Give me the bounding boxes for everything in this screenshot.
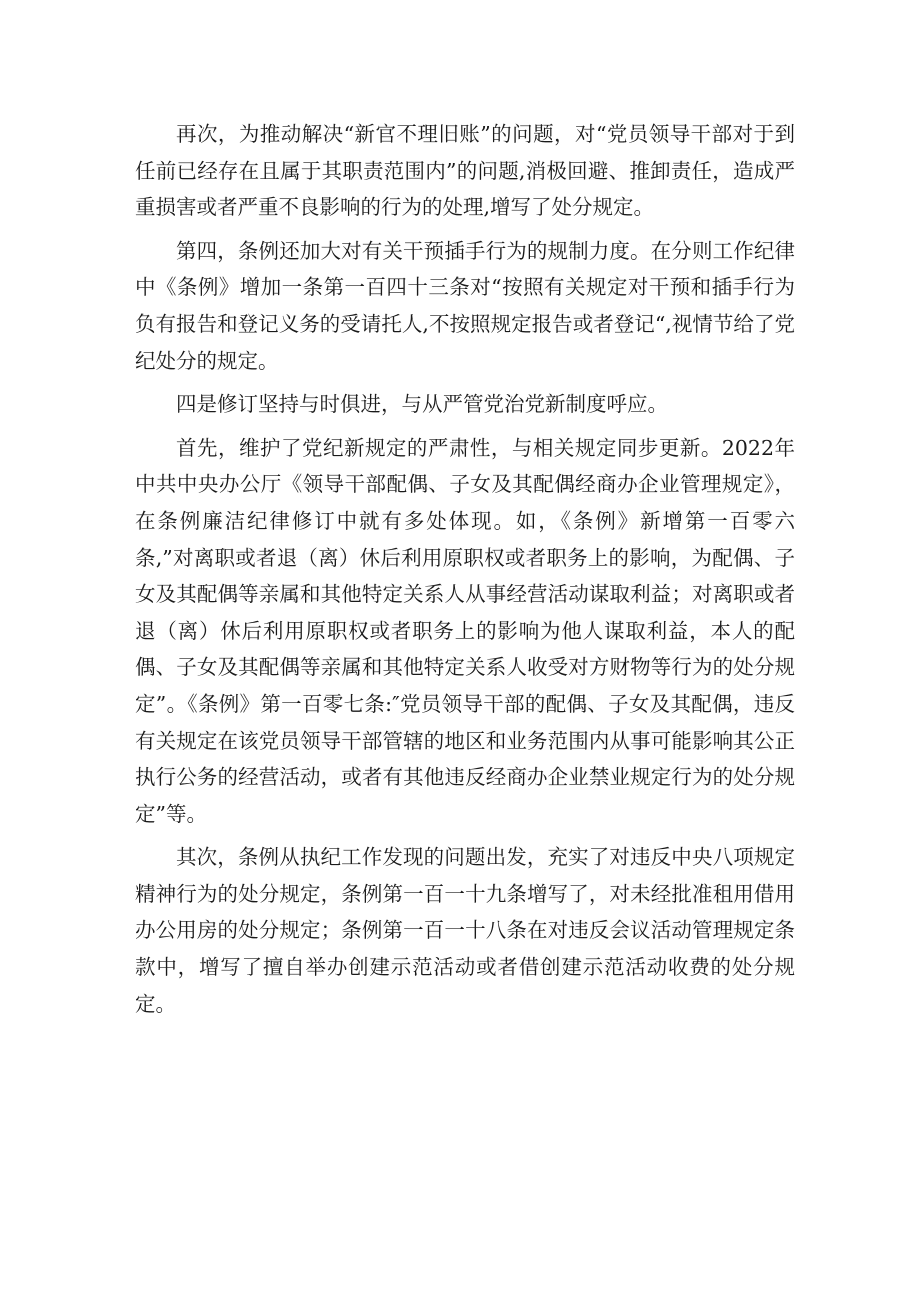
document-body — [135, 116, 795, 1022]
paragraph-1: 再次，为推动解决“新官不理旧账”的问题，对“党员领导干部对于到任前已经存在且属于其职责范围内”的问题,消极回避、推卸责任，造成严重损害或者严重不良影响的行为的处理,增写了处分规定。 — [135, 122, 795, 220]
paragraph-4: 首先，维护了党纪新规定的严肃性，与相关规定同步更新。2022年中共中央办公厅《领导干部配偶、子女及其配偶经商办企业管理规定》，在条例廉洁纪律修订中就有多处体现。如，《条例》新增第一百零六条,”对离职或者退（离）休后利用原职权或者职务上的影响，为配偶、子女及其配偶等亲属和其他特定关系人从事经营活动谋取利益；对离职或者退（离）休后利用原职权或者职务上的影响为他人谋取利益，本人的配偶、子女及其配偶等亲属和其他特定关系人收受对方财物等行为的处分规定”。《条例》第一百零七条:″党员领导干部的配偶、子女及其配偶，违反有关规定在该党员领导干部管辖的地区和业务范围内从事可能影响其公正执行公务的经营活动，或者有其他违反经商办企业禁业规定行为的处分规定”等。 — [135, 435, 795, 826]
paragraph-2: 第四，条例还加大对有关干预插手行为的规制力度。在分则工作纪律中《条例》增加一条第一百四十三条对“按照有关规定对干预和插手行为负有报告和登记义务的受请托人,不按照规定报告或者登记“,视情节给了党纪处分的规定。 — [135, 238, 795, 373]
paragraph-5: 其次，条例从执纪工作发现的问题出发，充实了对违反中央八项规定精神行为的处分规定，条例第一百一十九条增写了，对未经批准租用借用办公用房的处分规定；条例第一百一十八条在对违反会议活动管理规定条款中，增写了擅自举办创建示范活动或者借创建示范活动收费的处分规定。 — [135, 845, 795, 1016]
paragraph-3: 四是修订坚持与时俱进，与从严管党治党新制度呼应。 — [176, 392, 668, 417]
